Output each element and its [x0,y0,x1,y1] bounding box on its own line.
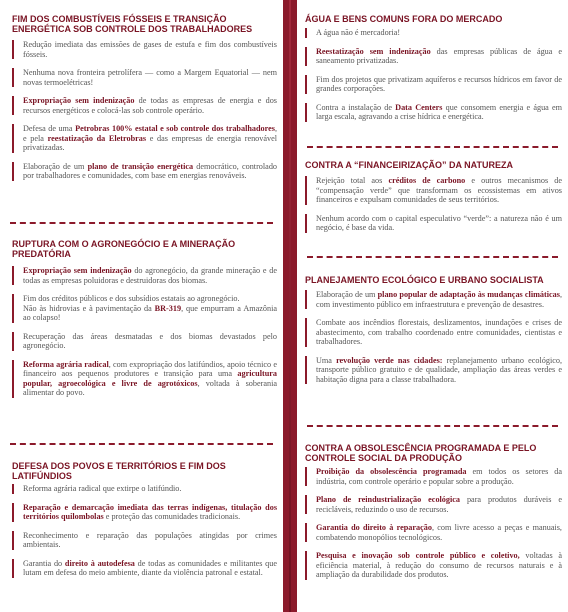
section-combustiveis-fosseis [0,14,283,181]
section-povos-territorios [0,461,283,578]
list-item: Reforma agrária radical que extirpe o latifúndio. [12,484,277,494]
section-financeirizacao [297,160,568,233]
list-item: Combate aos incêndios florestais, deslizamentos, inundações e crises de abastecimento, com trabalho coordenado entre comunidades, cientistas e trabalhadores. [305,318,562,347]
list-item: Garantia do direito à reparação, com livre acesso a peças e manuais, combatendo monopólios tecnológicos. [305,523,562,542]
list-item: Expropriação sem indenização de todas as empresas de energia e dos recursos energéticos e colocá-las sob controle operário. [12,96,277,115]
section-heading: DEFESA DOS POVOS E TERRITÓRIOS E FIM DOS LATIFÚNDIOS [12,461,226,481]
list-item: Reparação e demarcação imediata das terras indígenas, titulação dos territórios quilombolas e proteção das comunidades tradicionais. [12,503,277,522]
list-item: Recuperação das áreas desmatadas e dos biomas devastados pelo agronegócio. [12,332,277,351]
left-column [0,0,283,612]
list-item: Fim dos créditos públicos e dos subsídios estatais ao agronegócio. Não às hidrovias e à pavimentação da BR-319, que empurram a Amazônia ao colapso! [12,294,277,323]
section-obsolescencia [297,443,568,580]
dashed-divider [307,256,558,258]
list-item: Nenhum acordo com o capital especulativo “verde”: a natureza não é um negócio, é base da vida. [305,214,562,233]
section-planejamento-ecologico [297,275,568,384]
dashed-divider [307,425,558,427]
section-agronegocio [0,239,283,398]
list-item: Nenhuma nova fronteira petrolífera — como a Margem Equatorial — nem novas termoelétricas! [12,68,277,87]
list-item: Proibição da obsolescência programada em todos os setores da indústria, com controle operário e popular sobre a produção. [305,467,562,486]
list-item: Fim dos projetos que privatizam aquíferos e recursos hídricos em favor de grandes corporações. [305,75,562,94]
section-heading: FIM DOS COMBUSTÍVEIS FÓSSEIS E TRANSIÇÃO ENERGÉTICA SOB CONTROLE DOS TRABALHADORES [12,14,253,34]
right-column [297,0,568,612]
column-seam [289,0,291,612]
section-heading: ÁGUA E BENS COMUNS FORA DO MERCADO [305,14,503,24]
section-agua-bens-comuns [297,14,568,122]
list-item: Elaboração de um plano popular de adaptação às mudanças climáticas, com investimento público em infraestrutura e prevenção de desastres. [305,290,562,309]
list-item: Uma revolução verde nas cidades: replanejamento urbano ecológico, transporte público gratuito e de qualidade, ampliação das áreas verdes e habitação digna para a classe trabalhadora. [305,356,562,385]
list-item: Reestatização sem indenização das empresas públicas de água e saneamento privatizadas. [305,47,562,66]
list-item: Reconhecimento e reparação das populações atingidas por crimes ambientais. [12,531,277,550]
list-item: A água não é mercadoria! [305,28,562,38]
list-item: Elaboração de um plano de transição energética democrático, controlado por trabalhadores e comunidades, com base em energias renováveis. [12,162,277,181]
dashed-divider [10,222,273,224]
list-item: Expropriação sem indenização do agronegócio, da grande mineração e de todas as empresas poluidoras e destruidoras dos biomas. [12,266,277,285]
list-item: Defesa de uma Petrobras 100% estatal e sob controle dos trabalhadores, e pela reestatização da Eletrobras e das empresas de energia renovável privatizadas. [12,124,277,153]
section-heading: CONTRA A OBSOLESCÊNCIA PROGRAMADA E PELO CONTROLE SOCIAL DA PRODUÇÃO [305,443,537,463]
dashed-divider [10,443,273,445]
dashed-divider [307,146,558,148]
list-item: Reforma agrária radical, com expropriação dos latifúndios, apoio técnico e financeiro aos pequenos produtores e transição para uma agricultura popular, agroecológica e livre de agrotóxicos, voltada à soberania alimentar do povo. [12,360,277,398]
list-item: Redução imediata das emissões de gases de estufa e fim dos combustíveis fósseis. [12,40,277,59]
section-heading: PLANEJAMENTO ECOLÓGICO E URBANO SOCIALISTA [305,275,544,285]
list-item: Plano de reindustrialização ecológica para produtos duráveis e recicláveis, reduzindo o uso de recursos. [305,495,562,514]
list-item: Garantia do direito à autodefesa de todas as comunidades e militantes que lutam em defesa do meio ambiente, diante da violência patronal e estatal. [12,559,277,578]
list-item: Contra a instalação de Data Centers que consomem energia e água em larga escala, agravando a crise hídrica e energética. [305,103,562,122]
list-item: Rejeição total aos créditos de carbono e outros mecanismos de “compensação verde” que transformam os ecossistemas em ativos financeiros e expulsam comunidades de seus territórios. [305,176,562,205]
list-item: Pesquisa e inovação sob controle público e coletivo, voltadas à eficiência material, à redução do consumo de recursos naturais e à ampliação da durabilidade dos produtos. [305,551,562,580]
section-heading: RUPTURA COM O AGRONEGÓCIO E A MINERAÇÃO PREDATÓRIA [12,239,236,259]
section-heading: CONTRA A “FINANCEIRIZAÇÃO” DA NATUREZA [305,160,513,170]
